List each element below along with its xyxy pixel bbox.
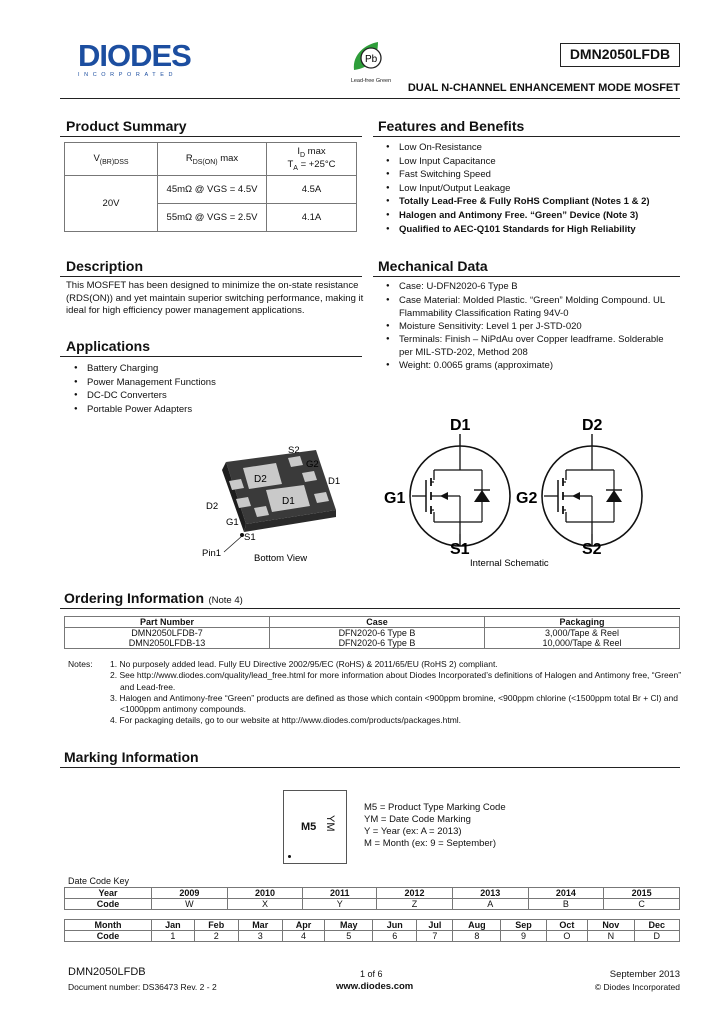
features-list [383,141,683,236]
list-item: ● Case: U-DFN2020-6 Type B [383,280,675,294]
vdss-value: 20V [65,176,158,232]
product-summary-table [64,142,357,232]
pin-s1-label: S1 [244,532,256,543]
notes-block [110,659,690,727]
list-item: ● Low Input/Output Leakage [383,182,683,196]
subtitle: DUAL N-CHANNEL ENHANCEMENT MODE MOSFET [407,82,680,94]
part-number: DMN2050LFDB [569,46,671,62]
leadfree-label: Lead-free Green [350,78,392,84]
sch-g1-label: G1 [384,490,406,507]
footer-copyright: © Diodes Incorporated [594,982,680,992]
table-row: DMN2050LFDB-13 DFN2020-6 Type B 10,000/Tape & Reel [65,638,680,649]
marking-title: Marking Information [64,749,199,765]
sch-d1-label: D1 [450,417,471,434]
ordering-title: Ordering Information [64,590,204,606]
ordering-header [64,590,243,608]
sch-d2-label: D2 [582,417,603,434]
list-item: ● Low On-Resistance [383,141,683,155]
note-4: 4. For packaging details, go to our website at http://www.diodes.com/products/packages.html. [110,715,462,726]
company-logo [78,40,208,80]
part-number-box [560,43,680,67]
note-2a: 2. See http://www.diodes.com/quality/lead_free.html for more information about Diodes Incorporated’s definitions of Halogen and Antimony free, “Green” [110,670,682,681]
package-bottom-view [196,440,356,570]
footer-docnum: Document number: DS36473 Rev. 2 - 2 [68,982,217,992]
list-item: ● Portable Power Adapters [71,403,351,417]
list-item: ● Moisture Sensitivity: Level 1 per J-STD-020 [383,320,675,334]
sch-g2-label: G2 [516,490,538,507]
schematic-caption: Internal Schematic [470,558,549,569]
note-2b: and Lead-free. [120,681,176,692]
list-item: ● DC-DC Converters [71,389,351,403]
col-vdss: $V_{(BR)DSS}$ [65,143,158,176]
list-item: ● Fast Switching Speed [383,168,683,182]
pin-d1-label: D1 [328,476,341,487]
marking-code-m5: M5 [301,821,317,833]
description-title: Description [66,258,144,274]
note-3a: 3. Halogen and Antimony-free “Green” products are defined as those which contain <900ppm bromine, <900ppm chlorine (<1500ppm total Br + Cl) and [110,692,678,703]
footer-url[interactable]: www.diodes.com [336,981,414,992]
rds-2: 55mΩ @ VGS = 2.5V [158,204,267,232]
date-code-month-table: Month Jan Feb Mar Apr May Jun Jul Aug Sep Oct Nov Dec Code 1 2 3 4 5 6 7 8 9 O N D [64,919,680,942]
features-title: Features and Benefits [378,118,525,134]
list-item: ● Qualified to AEC-Q101 Standards for High Reliability [383,223,683,237]
pad-d2-label: D2 [254,474,267,485]
pin-d2-label: D2 [206,501,219,512]
pad-d1-label: D1 [282,496,295,507]
list-item: ● Totally Lead-Free & Fully RoHS Compliant (Notes 1 & 2) [383,195,683,209]
id-1: 4.5A [267,176,357,204]
pb-symbol: Pb [365,54,378,65]
list-item: ● Battery Charging [71,362,351,376]
package-caption: Bottom View [254,553,308,564]
marking-box [283,790,347,864]
note-3b: <1000ppm antimony compounds. [120,704,246,715]
sch-s2-label: S2 [582,541,602,558]
logo-text: DIODES [78,38,191,73]
id-2: 4.1A [267,204,357,232]
pin-s2-label: S2 [288,445,300,456]
table-row: DMN2050LFDB-7 DFN2020-6 Type B 3,000/Tape & Reel [65,628,680,639]
col-id: $I_D$ max $T_A = +25^\circ C$ [267,143,357,176]
ordering-table [64,616,680,649]
pin1-dot-icon [288,855,291,858]
rds-1: 45mΩ @ VGS = 4.5V [158,176,267,204]
logo-subtext: INCORPORATED [78,72,178,78]
col-rds: $R_{DS(ON)}$ max [158,143,267,176]
mechanical-list [383,280,675,373]
marking-code-ym: YM [324,815,336,832]
list-item: ● Weight: 0.0065 grams (approximate) [383,359,675,373]
ord-col-part: Part Number [65,617,270,628]
note-1: 1. No purposely added lead. Fully EU Directive 2002/95/EC (RoHS) & 2011/65/EU (RoHS 2) compliant. [110,659,498,669]
mechanical-title: Mechanical Data [378,258,488,274]
list-item: ● Terminals: Finish – NiPdAu over Copper leadframe. Solderable per MIL-STD-202, Method 208 [383,333,675,359]
sch-s1-label: S1 [450,541,470,558]
ordering-note: (Note 4) [208,595,243,606]
leadfree-badge [344,40,398,82]
applications-title: Applications [66,338,151,354]
list-item: ● Case Material: Molded Plastic. “Green” Molding Compound. UL Flammability Classification Rating 94V-0 [383,294,675,320]
footer-part: DMN2050LFDB [68,966,146,978]
pin1-label: Pin1 [202,548,222,559]
footer-page: 1 of 6 [360,969,383,979]
product-summary-title: Product Summary [66,118,187,134]
list-item: ● Halogen and Antimony Free. “Green” Device (Note 3) [383,209,683,223]
date-code-title: Date Code Key [68,876,130,886]
list-item: ● Power Management Functions [71,376,351,390]
ord-col-case: Case [270,617,485,628]
date-code-year-table: Year 2009 2010 2011 2012 2013 2014 2015 Code W X Y Z A B C [64,887,680,910]
marking-legend: M5 = Product Type Marking Code YM = Date Code Marking Y = Year (ex: A = 2013) M = Month (ex: 9 = September) [364,802,506,849]
applications-list [71,362,351,416]
notes-label: Notes: [68,659,93,669]
internal-schematic [378,410,678,572]
footer-date: September 2013 [609,969,680,980]
pin-g2-label: G2 [306,459,319,470]
ord-col-packaging: Packaging [485,617,680,628]
description-text: This MOSFET has been designed to minimize the on-state resistance (RDS(ON)) and yet maintain superior switching performance, making it ideal for high efficiency power management applications. [66,280,364,316]
leaf-pb-icon [344,40,398,74]
pin-g1-label: G1 [226,517,239,528]
list-item: ● Low Input Capacitance [383,155,683,169]
